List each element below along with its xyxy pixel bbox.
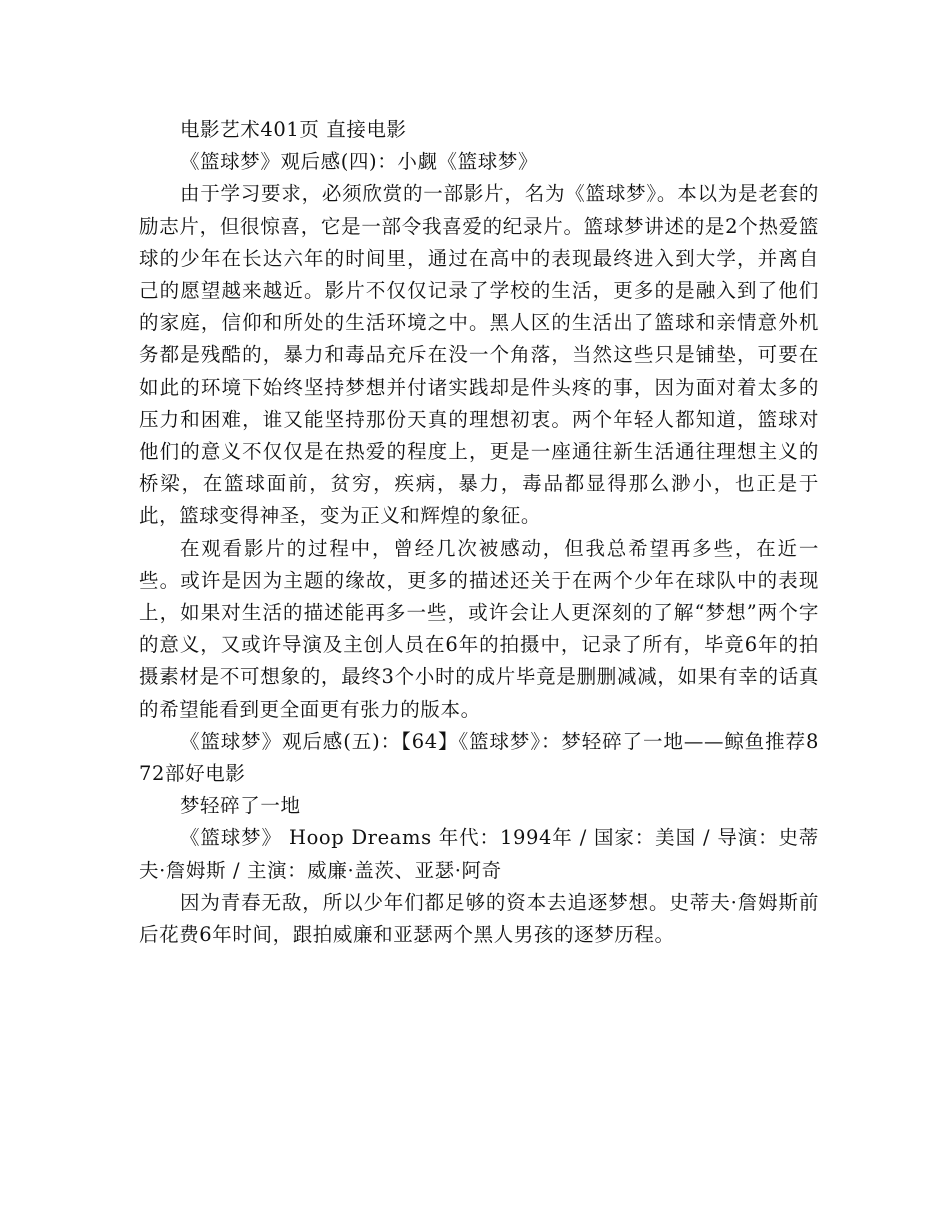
document-body — [139, 114, 819, 951]
paragraph-review-4-body: 由于学习要求，必须欣赏的一部影片，名为《篮球梦》。本以为是老套的励志片，但很惊喜，它是一部令我喜爱的纪录片。篮球梦讲述的是2个热爱篮球的少年在长达六年的时间里，通过在高中的表现最终进入到大学，并离自己的愿望越来越近。影片不仅仅记录了学校的生活，更多的是融入到了他们的家庭，信仰和所处的生活环境之中。黑人区的生活出了篮球和亲情意外机务都是残酷的，暴力和毒品充斥在没一个角落，当然这些只是铺垫，可要在如此的环境下始终坚持梦想并付诸实践却是件头疼的事，因为面对着太多的压力和困难，谁又能坚持那份天真的理想初衷。两个年轻人都知道，篮球对他们的意义不仅仅是在热爱的程度上，更是一座通往新生活通往理想主义的桥梁，在篮球面前，贫穷，疾病，暴力，毒品都显得那么渺小，也正是于此，篮球变得神圣，变为正义和辉煌的象征。 — [139, 182, 819, 528]
paragraph-section-title-5: 《篮球梦》观后感(五)：【64】《篮球梦》：梦轻碎了一地——鲸鱼推荐872部好电影 — [139, 729, 819, 786]
paragraph-review-4-reflection: 在观看影片的过程中，曾经几次被感动，但我总希望再多些，在近一些。或许是因为主题的缘故，更多的描述还关于在两个少年在球队中的表现上，如果对生活的描述能再多一些，或许会让人更深刻的了解“梦想”两个字的意义，又或许导演及主创人员在6年的拍摄中，记录了所有，毕竟6年的拍摄素材是不可想象的，最终3个小时的成片毕竟是删删减减，如果有幸的话真的希望能看到更全面更有张力的版本。 — [139, 536, 819, 721]
paragraph-review-5-body: 因为青春无敌，所以少年们都足够的资本去追逐梦想。史蒂夫·詹姆斯前后花费6年时间，跟拍威廉和亚瑟两个黑人男孩的逐梦历程。 — [139, 890, 819, 947]
paragraph-film-info: 《篮球梦》 Hoop Dreams 年代：1994年 / 国家：美国 / 导演：史蒂夫·詹姆斯 / 主演：威廉·盖茨、亚瑟·阿奇 — [139, 826, 819, 882]
paragraph-heading-reference: 电影艺术401页 直接电影 — [179, 118, 407, 141]
paragraph-subtitle: 梦轻碎了一地 — [179, 794, 301, 818]
paragraph-section-title-4: 《篮球梦》观后感(四)：小觑《篮球梦》 — [179, 150, 539, 174]
